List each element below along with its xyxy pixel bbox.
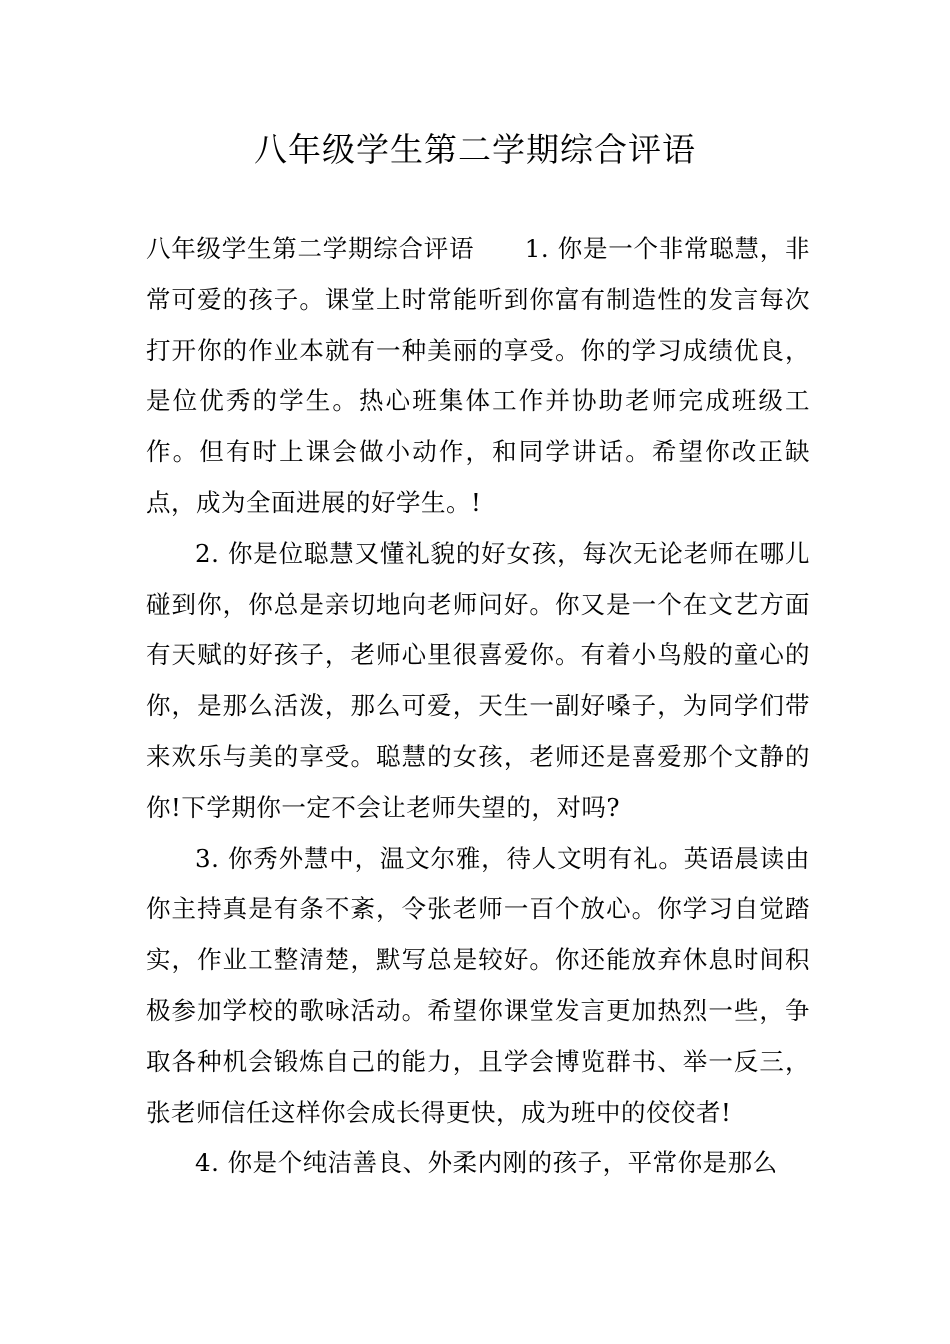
- paragraph-2: 2. 你是位聪慧又懂礼貌的好女孩，每次无论老师在哪儿碰到你，你总是亲切地向老师问好。你又是一个在文艺方面有天赋的好孩子，老师心里很喜爱你。有着小鸟般的童心的你，是那么活泼，那么可爱，天生一副好嗓子，为同学们带来欢乐与美的享受。聪慧的女孩，老师还是喜爱那个文静的你!下学期你一定不会让老师失望的，对吗?: [146, 538, 810, 822]
- paragraph-1: 八年级学生第二学期综合评语 1. 你是一个非常聪慧，非常可爱的孩子。课堂上时常能听到你富有制造性的发言每次打开你的作业本就有一种美丽的享受。你的学习成绩优良，是位优秀的学生。热心班集体工作并协助老师完成班级工作。但有时上课会做小动作，和同学讲话。希望你改正缺点，成为全面进展的好学生。!: [146, 234, 810, 517]
- document-title: 八年级学生第二学期综合评语: [254, 130, 696, 169]
- document-body: [146, 224, 810, 1189]
- paragraph-4: 4. 你是个纯洁善良、外柔内刚的孩子，平常你是那么: [195, 1148, 778, 1178]
- paragraph-3: 3. 你秀外慧中，温文尔雅，待人文明有礼。英语晨读由你主持真是有条不紊，令张老师一百个放心。你学习自觉踏实，作业工整清楚，默写总是较好。你还能放弃休息时间积极参加学校的歌咏活动。希望你课堂发言更加热烈一些，争取各种机会锻炼自己的能力，且学会博览群书、举一反三，张老师信任这样你会成长得更快，成为班中的佼佼者!: [146, 843, 810, 1127]
